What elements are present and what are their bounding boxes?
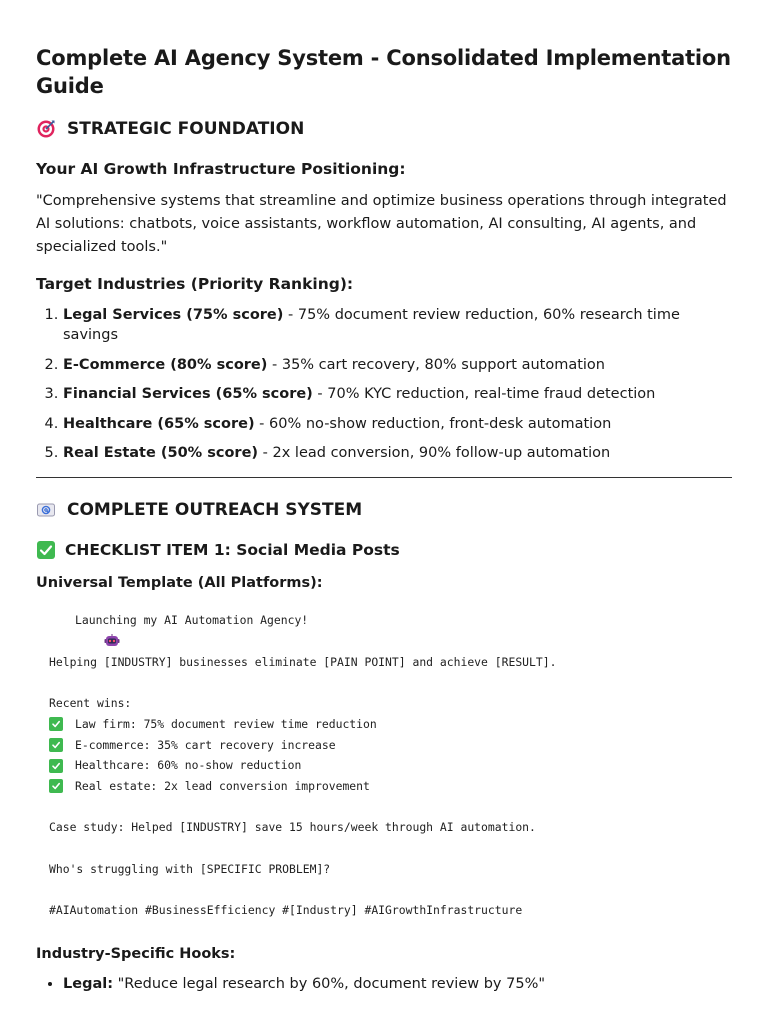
template-recent-wins: Recent wins: xyxy=(49,696,132,711)
win-text: E-commerce: 35% cart recovery increase xyxy=(75,737,336,752)
hooks-heading: Industry-Specific Hooks: xyxy=(36,945,236,962)
strategic-foundation-heading xyxy=(36,117,732,141)
win-line xyxy=(49,776,732,797)
hooks-list xyxy=(36,974,732,994)
page-title: Complete AI Agency System - Consolidated Implementation Guide xyxy=(36,46,731,98)
win-line xyxy=(49,714,732,735)
industry-name: Financial Services (65% score) xyxy=(63,386,313,403)
code-blank xyxy=(49,672,732,693)
hook-text: "Reduce legal research by 60%, document review by 75%" xyxy=(113,975,546,992)
win-text: Healthcare: 60% no-show reduction xyxy=(75,758,302,773)
template-code-block xyxy=(49,610,732,920)
check-mark-icon xyxy=(49,717,63,731)
template-heading: Universal Template (All Platforms): xyxy=(36,575,323,592)
industries-heading: Target Industries (Priority Ranking): xyxy=(36,275,354,293)
section-divider xyxy=(36,477,732,478)
template-helping: Helping [INDUSTRY] businesses eliminate [PAIN POINT] and achieve [RESULT]. xyxy=(49,654,557,669)
list-item xyxy=(63,384,732,404)
code-blank xyxy=(49,797,732,818)
industry-name: Real Estate (50% score) xyxy=(63,445,259,462)
industry-name: Legal Services (75% score) xyxy=(63,307,284,323)
code-blank xyxy=(49,631,732,652)
industry-desc: - 70% KYC reduction, real-time fraud detection xyxy=(312,386,656,403)
industry-desc: - 60% no-show reduction, front-desk automation xyxy=(254,415,612,432)
list-item xyxy=(63,414,732,434)
check-mark-icon xyxy=(49,779,63,793)
industries-list xyxy=(36,305,732,463)
code-blank xyxy=(49,879,732,900)
template-hashtags: #AIAutomation #BusinessEfficiency #[Industry] #AIGrowthInfrastructure xyxy=(49,903,523,917)
win-line xyxy=(49,735,732,756)
robot-icon xyxy=(49,613,65,629)
win-line xyxy=(49,755,732,776)
code-blank xyxy=(49,838,732,859)
hook-label: Legal: xyxy=(63,975,114,992)
positioning-quote: "Comprehensive systems that streamline and optimize business operations through integrated AI solutions: chatbots, voice assistants, workflow automation, AI consulting, AI agents, and specialized tools." xyxy=(36,193,727,255)
industry-name: E-Commerce (80% score) xyxy=(63,356,268,373)
email-icon xyxy=(36,500,56,520)
template-question: Who's struggling with [SPECIFIC PROBLEM]? xyxy=(49,861,331,876)
checklist-item-heading xyxy=(36,539,732,561)
checklist-item-label: CHECKLIST ITEM 1: Social Media Posts xyxy=(65,541,400,560)
target-icon xyxy=(36,119,56,139)
industry-name: Healthcare (65% score) xyxy=(63,415,255,432)
industry-desc: - 35% cart recovery, 80% support automation xyxy=(267,356,605,373)
win-text: Real estate: 2x lead conversion improvement xyxy=(75,778,370,793)
outreach-label: COMPLETE OUTREACH SYSTEM xyxy=(67,500,363,521)
industry-desc: - 75% document review reduction, 60% research time savings xyxy=(63,307,680,343)
list-item xyxy=(63,974,732,994)
industry-desc: - 2x lead conversion, 90% follow-up automation xyxy=(258,445,611,462)
win-text: Law firm: 75% document review time reduction xyxy=(75,716,377,731)
list-item xyxy=(63,443,732,463)
template-case-study: Case study: Helped [INDUSTRY] save 15 hours/week through AI automation. xyxy=(49,820,536,835)
code-line xyxy=(49,610,732,631)
check-mark-icon xyxy=(49,738,63,752)
positioning-heading: Your AI Growth Infrastructure Positioning: xyxy=(36,160,406,178)
template-launch: Launching my AI Automation Agency! xyxy=(75,613,309,628)
check-mark-icon xyxy=(49,759,63,773)
check-mark-icon xyxy=(36,540,56,560)
strategic-foundation-label: STRATEGIC FOUNDATION xyxy=(67,119,305,139)
list-item xyxy=(63,355,732,375)
outreach-heading xyxy=(36,498,732,522)
list-item xyxy=(63,305,732,345)
